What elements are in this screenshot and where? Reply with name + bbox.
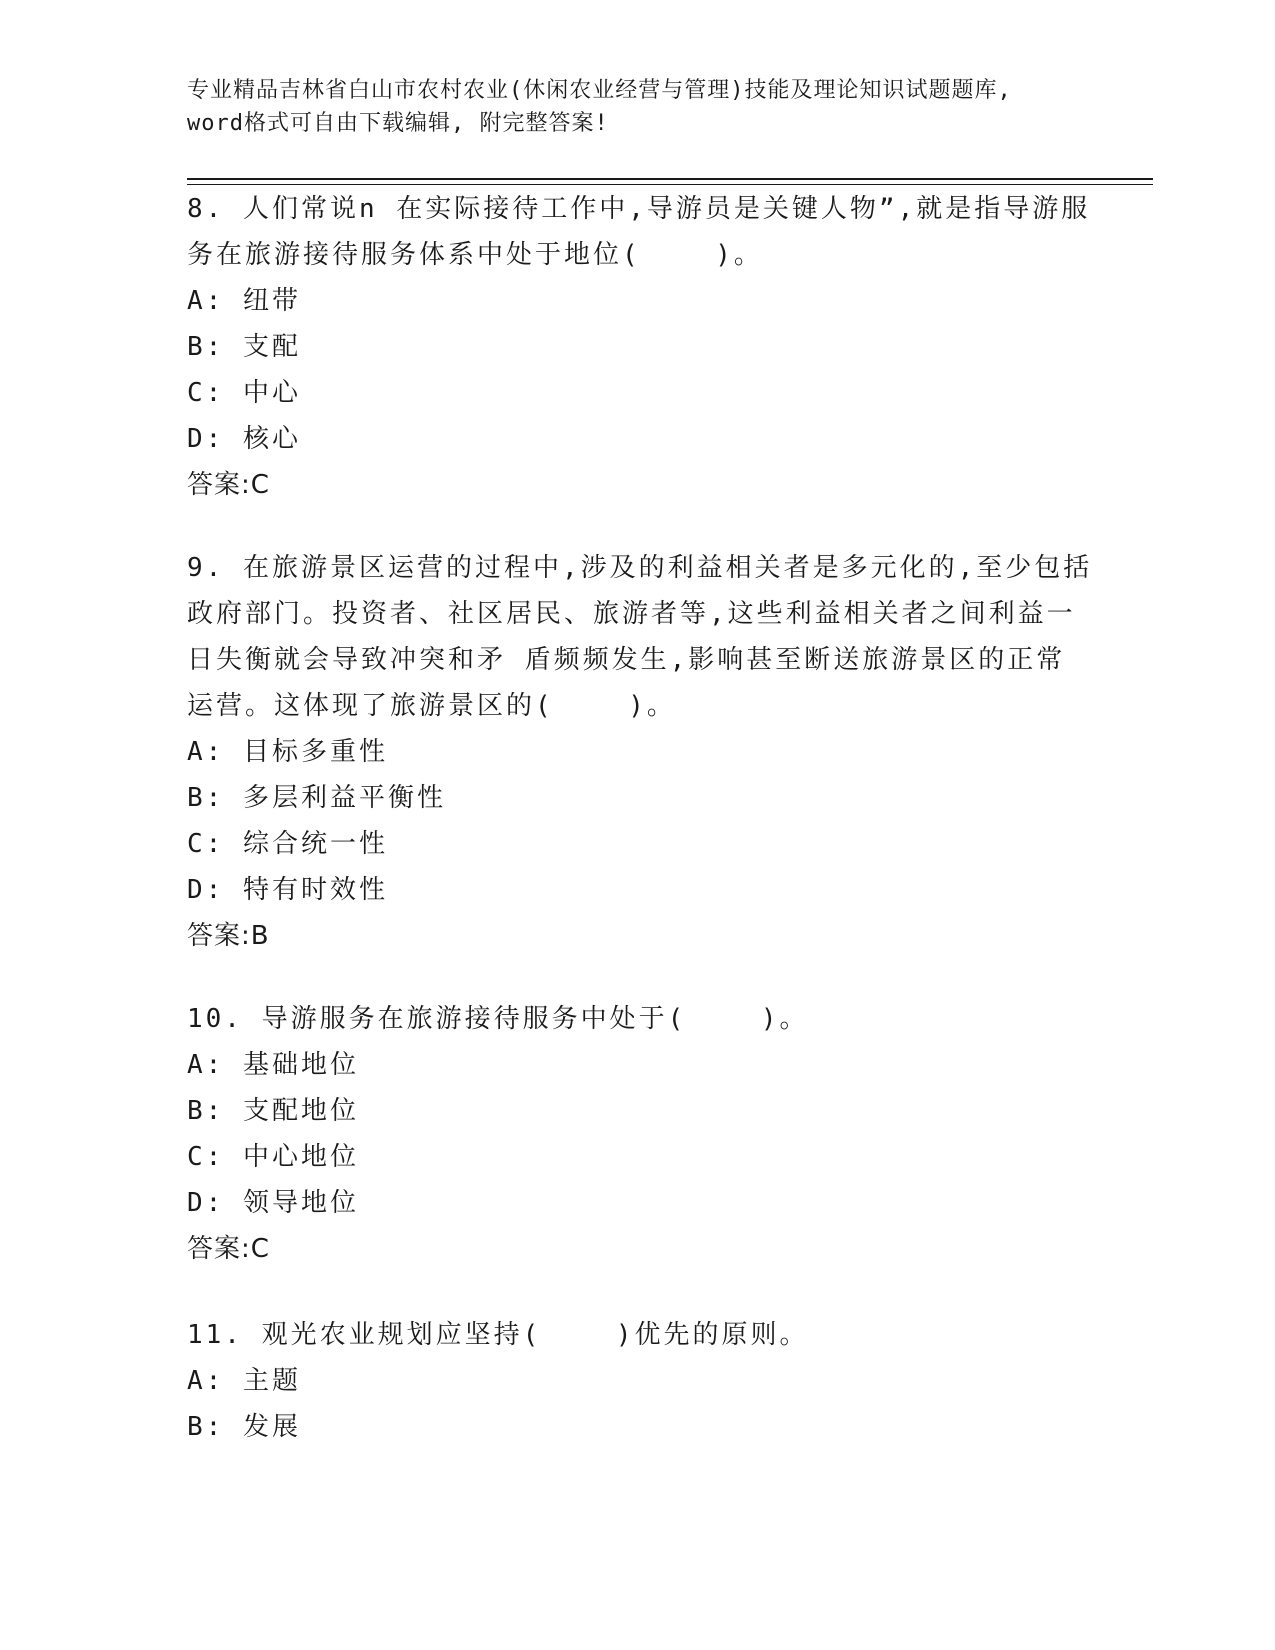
- option-b: B: 多层利益平衡性: [187, 783, 446, 813]
- option-d: D: 核心: [187, 424, 301, 454]
- question-stem-line: 运营。这体现了旅游景区的( )。: [187, 691, 676, 721]
- option-c: C: 综合统一性: [187, 829, 388, 859]
- question-9: [187, 545, 1093, 959]
- header-divider-thin: [187, 184, 1153, 185]
- header-line-1: 专业精品吉林省白山市农村农业(休闲农业经营与管理)技能及理论知识试题题库,: [187, 78, 1012, 103]
- question-stem-line: 务在旅游接待服务体系中处于地位( )。: [187, 240, 763, 270]
- question-11: [187, 1312, 1087, 1450]
- question-stem-line: 11. 观光农业规划应坚持( )优先的原则。: [187, 1320, 809, 1350]
- option-a: A: 纽带: [187, 286, 301, 316]
- option-a: A: 主题: [187, 1366, 301, 1396]
- answer-line: 答案:C: [187, 1234, 270, 1264]
- option-c: C: 中心地位: [187, 1142, 359, 1172]
- option-b: B: 发展: [187, 1412, 301, 1442]
- question-10: [187, 996, 1087, 1272]
- header-line-2: word格式可自由下载编辑, 附完整答案!: [187, 111, 609, 136]
- option-d: D: 领导地位: [187, 1188, 359, 1218]
- header-divider-thick: [187, 178, 1153, 180]
- option-b: B: 支配地位: [187, 1096, 359, 1126]
- answer-line: 答案:C: [187, 470, 270, 500]
- question-stem-line: 9. 在旅游景区运营的过程中,涉及的利益相关者是多元化的,至少包括: [187, 553, 1093, 583]
- question-stem-line: 政府部门。投资者、社区居民、旅游者等,这些利益相关者之间利益一: [187, 599, 1076, 629]
- question-stem-line: 10. 导游服务在旅游接待服务中处于( )。: [187, 1004, 809, 1034]
- answer-line: 答案:B: [187, 921, 270, 951]
- option-c: C: 中心: [187, 378, 301, 408]
- document-header: [187, 74, 1087, 140]
- option-a: A: 目标多重性: [187, 737, 388, 767]
- question-stem-line: 日失衡就会导致冲突和矛 盾频频发生,影响甚至断送旅游景区的正常: [187, 645, 1066, 675]
- option-b: B: 支配: [187, 332, 301, 362]
- option-a: A: 基础地位: [187, 1050, 359, 1080]
- question-stem-line: 8. 人们常说n 在实际接待工作中,导游员是关键人物”,就是指导游服: [187, 194, 1091, 224]
- option-d: D: 特有时效性: [187, 875, 388, 905]
- question-8: [187, 186, 1091, 508]
